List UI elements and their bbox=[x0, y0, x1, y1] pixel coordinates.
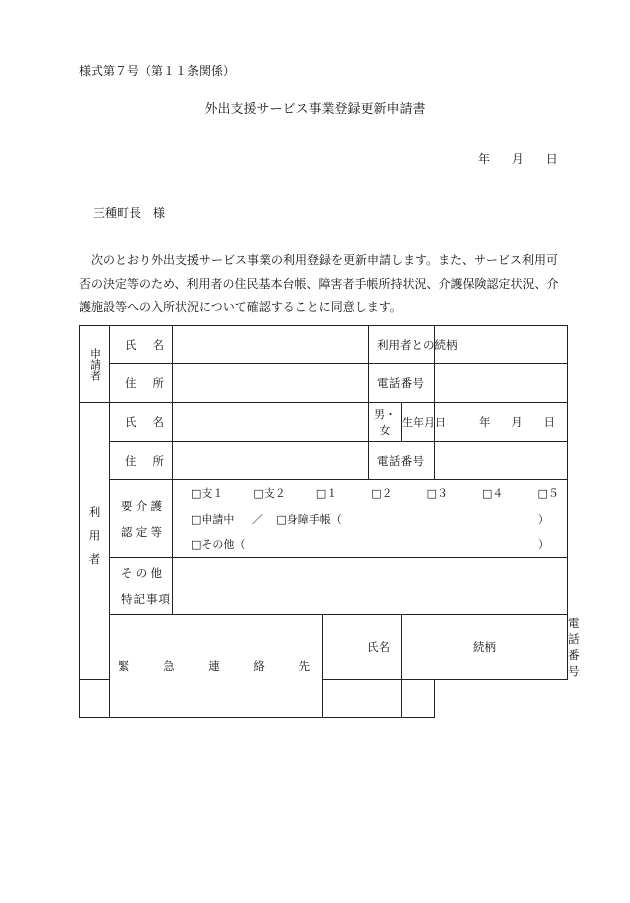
emergency-relation-field[interactable] bbox=[323, 680, 402, 718]
care-checkbox-level3[interactable]: □３ bbox=[426, 486, 449, 500]
applicant-name-label: 氏 名 bbox=[110, 326, 173, 364]
consent-paragraph: 次のとおり外出支援サービス事業の利用登録を更新申請します。また、サービス利用可否の決定等のため、利用者の住民基本台帳、障害者手帳所持状況、介護保険認定状況、介護施設等への入所状況について確認することに同意します。 bbox=[79, 253, 559, 314]
date-month: 月 bbox=[511, 152, 524, 166]
applicant-section-label: 申請者 bbox=[80, 326, 110, 403]
form-number: 様式第７号（第１１条関係） bbox=[79, 64, 236, 78]
user-name-label: 氏 名 bbox=[110, 403, 173, 442]
disability-checkbox[interactable]: □身障手帳（ bbox=[276, 512, 342, 526]
special-notes-label: そ の 他 特記事項 bbox=[110, 558, 173, 615]
applicant-phone-field[interactable] bbox=[435, 364, 568, 403]
emergency-input-row bbox=[80, 680, 568, 718]
applying-checkbox[interactable]: □申請中 bbox=[191, 512, 235, 526]
care-checkbox-level1[interactable]: □１ bbox=[315, 486, 338, 500]
special-notes-row bbox=[80, 558, 568, 615]
date-line bbox=[478, 150, 558, 167]
applicant-address-field[interactable] bbox=[173, 364, 369, 403]
applicant-relation-label: 利 用 者 と の 続 柄 bbox=[369, 326, 435, 364]
user-name-row bbox=[80, 403, 568, 442]
user-name-field[interactable] bbox=[173, 403, 369, 442]
user-address-label: 住 所 bbox=[110, 442, 173, 480]
applicant-name-row bbox=[80, 326, 568, 364]
care-checkbox-support2[interactable]: □支２ bbox=[253, 486, 286, 500]
applicant-address-row bbox=[80, 364, 568, 403]
care-level-label: 要 介 護 認 定 等 bbox=[110, 480, 173, 558]
document-title: 外出支援サービス事業登録更新申請書 bbox=[204, 102, 426, 117]
birthdate-field[interactable]: 年 月 日 bbox=[435, 403, 568, 442]
date-year: 年 bbox=[478, 152, 491, 166]
care-checkbox-support1[interactable]: □支１ bbox=[191, 486, 224, 500]
special-notes-field[interactable] bbox=[173, 558, 568, 615]
emergency-name-field[interactable] bbox=[80, 680, 173, 718]
emergency-contact-label: 緊 急 連 絡 先 bbox=[110, 615, 323, 718]
application-form-table bbox=[79, 325, 580, 718]
addressee: 三種町長 様 bbox=[93, 206, 166, 220]
applicant-phone-label: 電 話 番 号 bbox=[369, 364, 435, 403]
sex-selector[interactable]: 男・女 bbox=[369, 403, 402, 442]
care-level-options: □支１ □支２ □１ □２ □３ □４ □５ □申請中 ／ □身障手帳（ ） □その他（ ） bbox=[173, 480, 568, 558]
user-phone-label: 電 話 番 号 bbox=[369, 442, 435, 480]
birthdate-label: 生年月日 bbox=[402, 403, 435, 442]
user-address-field[interactable] bbox=[173, 442, 369, 480]
emergency-name-header: 氏 名 bbox=[323, 615, 402, 680]
emergency-relation-header: 続柄 bbox=[402, 615, 568, 680]
user-address-row bbox=[80, 442, 568, 480]
care-checkbox-level2[interactable]: □２ bbox=[371, 486, 393, 500]
care-checkbox-level4[interactable]: □４ bbox=[482, 486, 504, 500]
date-day: 日 bbox=[545, 152, 558, 166]
applicant-address-label: 住 所 bbox=[110, 364, 173, 403]
care-checkbox-level5[interactable]: □５ bbox=[537, 486, 559, 500]
user-section-label: 利用者 bbox=[80, 403, 110, 680]
user-phone-field[interactable] bbox=[435, 442, 568, 480]
emergency-phone-field[interactable] bbox=[402, 680, 435, 718]
care-level-row bbox=[80, 480, 568, 558]
other-checkbox[interactable]: □その他（ bbox=[191, 537, 246, 551]
emergency-header-row: 緊 急 連 絡 先 氏 名 続柄 電話番号 bbox=[80, 615, 568, 680]
applicant-name-field[interactable] bbox=[173, 326, 369, 364]
